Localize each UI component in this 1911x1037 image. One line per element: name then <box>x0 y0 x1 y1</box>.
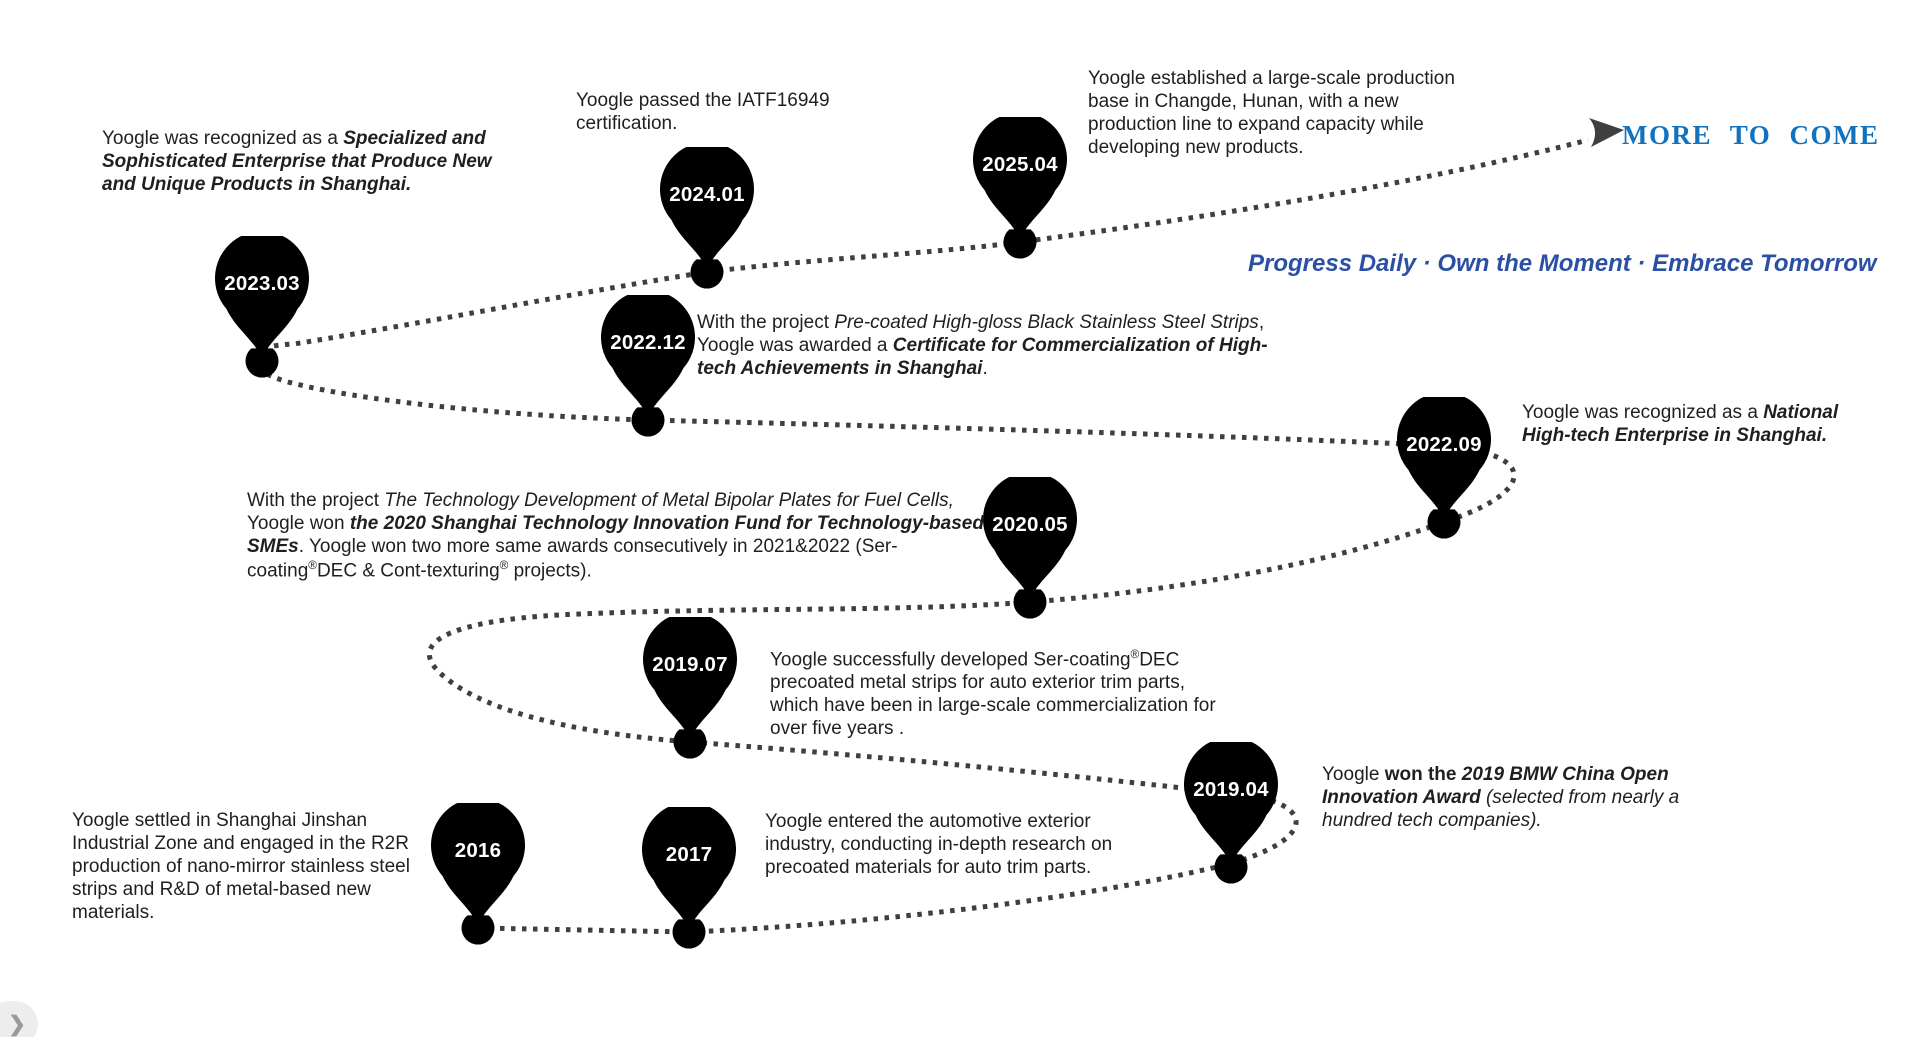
milestone-pin-2022-09 <box>1394 397 1494 549</box>
more-to-come-label: MORE TO COME <box>1622 120 1880 150</box>
milestone-pin-2025-04 <box>970 117 1070 269</box>
milestone-text-2023-03: Yoogle was recognized as a Specialized and Sophisticated Enterprise that Produce New and Unique Products in Shanghai. <box>102 128 492 195</box>
milestone-text-2019-07: Yoogle successfully developed Ser-coating®DEC precoated metal strips for auto exterior trim parts, which have been in large-scale commercialization for over five years . <box>770 648 1216 740</box>
milestone-date: 2016 <box>454 839 502 862</box>
milestone-date: 2019.04 <box>1193 778 1269 801</box>
milestone-text-2020-05: With the project The Technology Development of Metal Bipolar Plates for Fuel Cells, Yoogle won the 2020 Shanghai Technology Innovation Fund for Technology-based SMEs. Yoogle won two more same awards consecutively in 2021&2022 (Ser-coating®DEC & Cont-texturing® projects). <box>247 490 984 582</box>
milestone-date: 2024.01 <box>669 183 745 206</box>
milestone-date: 2022.12 <box>610 331 686 354</box>
milestone-date: 2025.04 <box>982 153 1058 176</box>
slogan-text: Progress Daily · Own the Moment · Embrace Tomorrow <box>1248 250 1877 277</box>
milestone-date: 2023.03 <box>224 272 300 295</box>
milestone-pin-2022-12 <box>598 295 698 447</box>
milestone-date: 2019.07 <box>652 653 728 676</box>
milestone-text-2024-01: Yoogle passed the IATF16949 certification. <box>576 90 830 134</box>
milestone-text-2025-04: Yoogle established a large-scale production base in Changde, Hunan, with a new production line to expand capacity while developing new products. <box>1088 68 1455 158</box>
milestone-pin-2024-01 <box>657 147 757 299</box>
milestone-date: 2020.05 <box>992 513 1068 536</box>
milestone-pin-2017 <box>639 807 739 959</box>
milestone-date: 2017 <box>665 843 713 866</box>
milestone-text-2022-09: Yoogle was recognized as a National High-tech Enterprise in Shanghai. <box>1522 402 1839 446</box>
milestone-pin-2019-07 <box>640 617 740 769</box>
milestone-text-2016: Yoogle settled in Shanghai Jinshan Industrial Zone and engaged in the R2R production of nano-mirror stainless steel strips and R&D of metal-based new materials. <box>72 810 410 923</box>
chevron-right-icon: ❯ <box>8 1012 26 1036</box>
milestone-date: 2022.09 <box>1406 433 1482 456</box>
arrow-icon <box>1589 118 1624 147</box>
milestone-text-2022-12: With the project Pre-coated High-gloss Black Stainless Steel Strips, Yoogle was awarded a Certificate for Commercialization of High-tech Achievements in Shanghai. <box>697 312 1268 379</box>
milestone-pin-2020-05 <box>980 477 1080 629</box>
milestone-text-2017: Yoogle entered the automotive exterior industry, conducting in-depth research on precoated materials for auto trim parts. <box>765 811 1113 878</box>
milestone-pin-2023-03 <box>212 236 312 388</box>
milestone-pin-2016 <box>428 803 528 955</box>
milestone-text-2019-04: Yoogle won the 2019 BMW China Open Innovation Award (selected from nearly a hundred tech companies). <box>1322 764 1680 831</box>
milestone-pin-2019-04 <box>1181 742 1281 894</box>
